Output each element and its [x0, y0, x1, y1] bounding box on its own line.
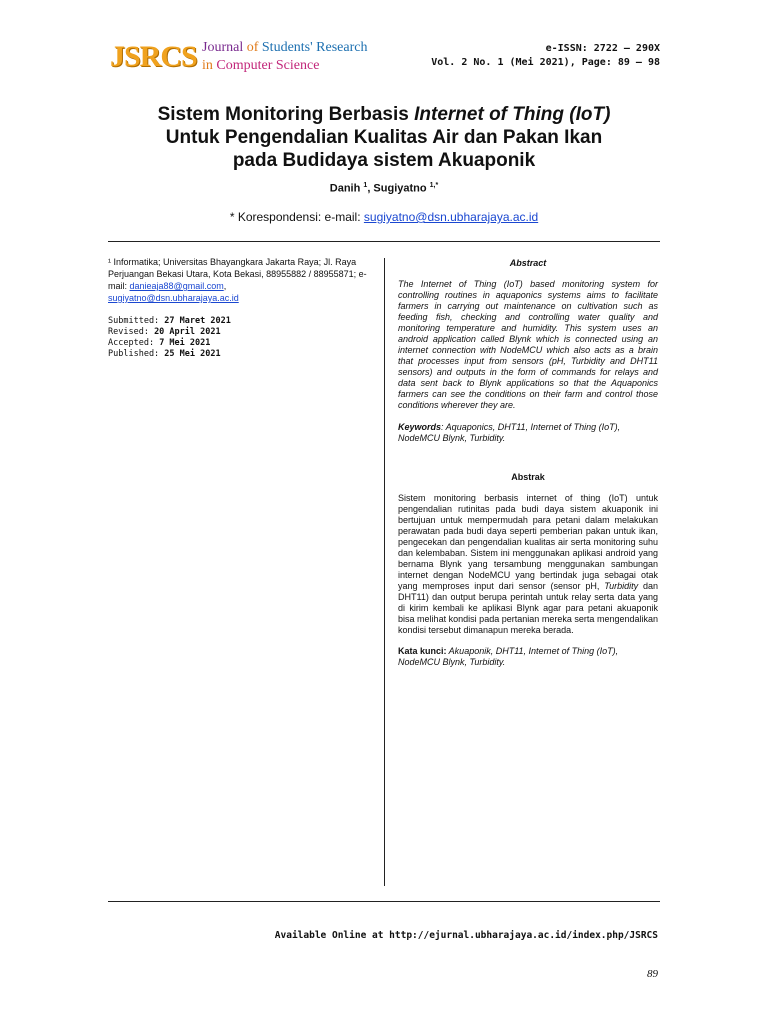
- logo-mark: JSRCS: [110, 40, 197, 73]
- footer-divider: [108, 901, 660, 902]
- header-divider: [108, 241, 660, 242]
- date-submitted: Submitted: 27 Maret 2021: [108, 316, 231, 326]
- article-dates: [108, 316, 370, 360]
- abstract-section: [398, 258, 658, 444]
- abstrak-keywords: Kata kunci: Akuaponik, DHT11, Internet of Thing (IoT), NodeMCU Blynk, Turbidity.: [398, 646, 619, 667]
- volume-info: Vol. 2 No. 1 (Mei 2021), Page: 89 – 98: [431, 57, 660, 68]
- correspondence: * Korespondensi: e-mail: sugiyatno@dsn.ubharajaya.ac.id: [229, 210, 539, 224]
- date-revised: Revised: 20 April 2021: [108, 327, 221, 337]
- logo-journal-name-line1: Journal of Students' Research: [202, 40, 368, 55]
- affiliation: ¹ Informatika; Universitas Bhayangkara Jakarta Raya; Jl. Raya Perjuangan Bekasi Utara, Kota Bekasi, 88955882 / 88955871; e-mail: danieaja88@gmail.com, sugiyatno@dsn.ubharajaya.ac.id: [108, 257, 367, 303]
- journal-logo: [110, 38, 390, 78]
- page-number: 89: [647, 968, 658, 980]
- column-divider: [384, 258, 385, 886]
- issn: e-ISSN: 2722 – 290X: [545, 43, 660, 54]
- author-email-link-2[interactable]: sugiyatno@dsn.ubharajaya.ac.id: [108, 293, 239, 303]
- author-email-link-1[interactable]: danieaja88@gmail.com: [129, 281, 224, 291]
- abstrak-body: Sistem monitoring berbasis internet of thing (IoT) untuk pengendalian rutinitas pada budi daya sistem akuaponik ini bertujuan untuk mempermudah para petani dalam melakukan perawatan pada budi daya seperti pemberian pakan untuk ikan, pengecekan dan pengendalian kualitas air serta monitoring suhu dan kelembaban. Sistem ini menggunakan aplikasi android yang bernama Blynk yang tersambung menggunakan sambungan internet dengan NodeMCU yang bertindak juga sebagai otak yang memproses input dari sensor (sensor pH, Turbidity dan DHT11) dan output berupa perintah untuk relay serta data yang di kirim kembali ke aplikasi Blynk agar para petani akuaponik bisa melihat kondisi pada pertanian mereka serta mengendalikan kondisi tersebut dimanapun mereka berada.: [398, 493, 658, 635]
- logo-journal-name-line2: in Computer Science: [202, 58, 320, 73]
- issn-block: [431, 42, 660, 70]
- footer-online-url[interactable]: Available Online at http://ejurnal.ubharajaya.ac.id/index.php/JSRCS: [274, 930, 658, 941]
- date-published: Published: 25 Mei 2021: [108, 349, 221, 359]
- correspondence-email-link[interactable]: sugiyatno@dsn.ubharajaya.ac.id: [363, 210, 539, 224]
- date-accepted: Accepted: 7 Mei 2021: [108, 338, 211, 348]
- paper-title: Sistem Monitoring Berbasis Internet of Thing (IoT) Untuk Pengendalian Kualitas Air dan Pakan Ikan pada Budidaya sistem Akuaponik: [157, 104, 611, 171]
- abstrak-heading: Abstrak: [511, 472, 545, 482]
- abstract-keywords: Keywords: Aquaponics, DHT11, Internet of Thing (IoT), NodeMCU Blynk, Turbidity.: [398, 422, 621, 443]
- authors: Danih $^1$, Sugiyatno $^{1,*}$: [329, 182, 439, 195]
- abstract-body: The Internet of Thing (IoT) based monitoring system for controlling routines in aquaponics systems aims to facilitate farmers in carrying out maintenance on cultivation such as feeding fish, checking and controlling water quality and monitoring temperature and humidity. This system uses an android application called Blynk which is connected using an internet connection with NodeMCU which also acts as a brain that processes input from sensors (pH, Turbidity and DHT11 sensors) and outputs in the form of commands for relays and data sent back to Blynk applications so that the Aquaponics farmers can see the conditions on their farm and control those conditions wherever they are.: [398, 279, 658, 410]
- abstract-heading: Abstract: [509, 258, 547, 268]
- abstrak-section: [398, 472, 658, 668]
